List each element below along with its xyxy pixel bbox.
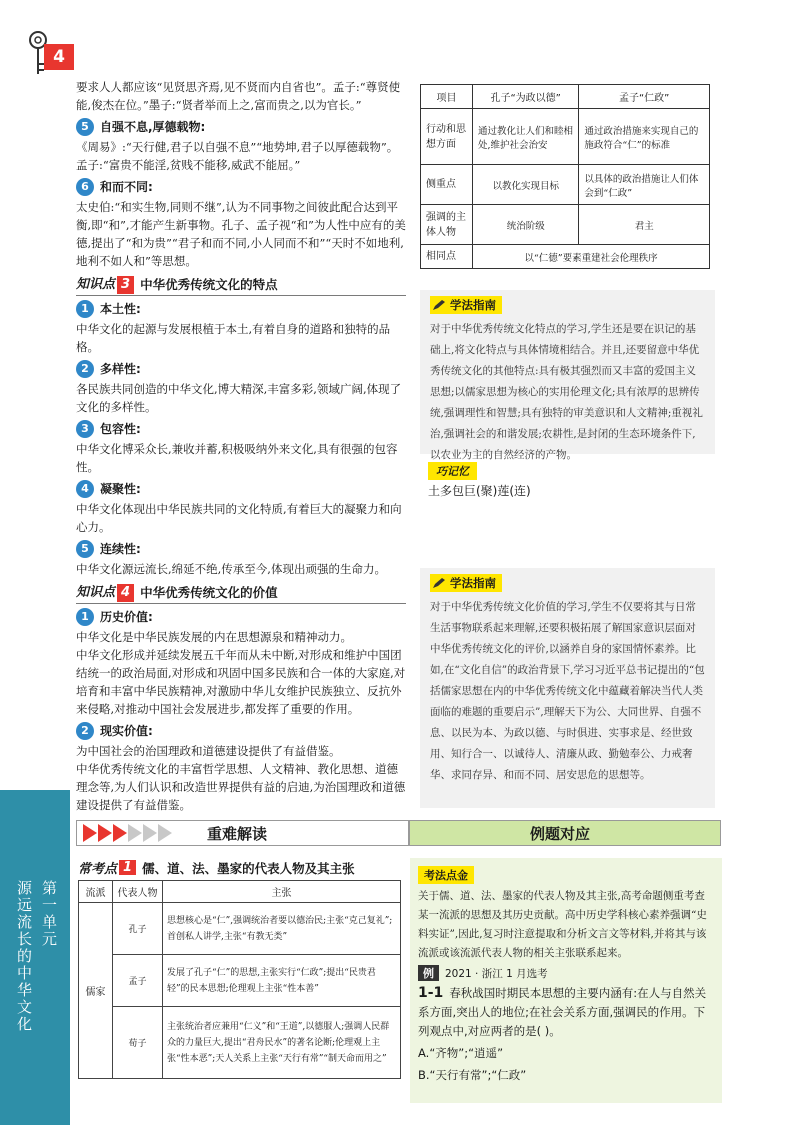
- table-cell: 以“仁德”要素重建社会伦理秩序: [473, 245, 710, 269]
- unit-title: 源远流长的中华文化: [15, 880, 33, 1033]
- arrow-icon: [98, 824, 112, 842]
- cz1-title: 儒、道、法、墨家的代表人物及其主张: [142, 860, 355, 876]
- number-badge: 3: [76, 420, 94, 438]
- pencil-icon: [432, 577, 446, 589]
- study-guide-label: 学法指南: [450, 298, 496, 312]
- table-header: 孔子“为政以德”: [473, 85, 579, 109]
- example-tag: 例: [418, 965, 439, 981]
- item5-title: 自强不息,厚德载物:: [100, 120, 206, 134]
- question: [418, 984, 714, 1041]
- item6-heading: [76, 178, 406, 196]
- table-header: 孟子“仁政”: [579, 85, 710, 109]
- section-banner: [76, 820, 721, 846]
- table-header: 主张: [163, 881, 401, 903]
- kp3-item-heading: [76, 540, 406, 558]
- right-column: [420, 84, 715, 269]
- page-number: 4: [44, 44, 74, 70]
- table-row: [79, 903, 401, 955]
- arrow-icon: [113, 824, 127, 842]
- study-guide-box: [420, 290, 715, 461]
- table-header: 项目: [421, 85, 473, 109]
- claim-cell: 发展了孔子“仁”的思想,主张实行“仁政”;提出“民贵君轻”的民本思想;伦理观上主张“性本善”: [163, 955, 401, 1007]
- kp3-item-heading: [76, 300, 406, 318]
- cz1-heading: [78, 858, 355, 877]
- table-row: [421, 165, 710, 205]
- person-cell: 孟子: [113, 955, 163, 1007]
- pencil-icon: [432, 299, 446, 311]
- kp3-item-text: 中华文化体现出中华民族共同的文化特质,有着巨大的凝聚力和向心力。: [76, 502, 402, 534]
- kp4-item-heading: [76, 608, 406, 626]
- kp3-item-heading: [76, 420, 406, 438]
- arrow-icon: [158, 824, 172, 842]
- number-badge: 2: [76, 722, 94, 740]
- banner-left-title: 重难解读: [207, 825, 268, 843]
- banner-right-title: 例题对应: [530, 825, 591, 843]
- cz-number: 1: [119, 860, 136, 875]
- table-row: [79, 1007, 401, 1079]
- number-badge: 2: [76, 360, 94, 378]
- kp3-title: 中华优秀传统文化的特点: [140, 277, 278, 292]
- number-badge: 1: [76, 608, 94, 626]
- table-cell: 统治阶级: [473, 205, 579, 245]
- number-badge: 1: [76, 300, 94, 318]
- example-source: 2021 · 浙江 1 月选考: [445, 967, 548, 980]
- kp4-item-title: 历史价值:: [100, 610, 153, 624]
- question-text: 春秋战国时期民本思想的主要内涵有:在人与自然关系方面,突出人的地位;在社会关系方面,强调民的作用。下列观点中,对应两者的是( )。: [418, 986, 707, 1038]
- arrow-icon: [143, 824, 157, 842]
- exam-box: [410, 858, 722, 1103]
- kp3-item-text: 各民族共同创造的中华文化,博大精深,丰富多彩,领域广阔,体现了文化的多样性。: [76, 382, 402, 414]
- kp3-item-title: 包容性:: [100, 422, 141, 436]
- kp3-item-text: 中华文化源远流长,绵延不绝,传承至今,体现出顽强的生命力。: [76, 562, 386, 576]
- row-label: 强调的主体人物: [421, 205, 473, 245]
- item5-heading: [76, 118, 406, 136]
- kp4-item-title: 现实价值:: [100, 724, 153, 738]
- study-guide-box: [420, 568, 715, 808]
- number-badge: 6: [76, 178, 94, 196]
- table-row: [421, 245, 710, 269]
- row-label: 相同点: [421, 245, 473, 269]
- kp-number: 4: [117, 584, 134, 602]
- item5-text: 《周易》:“天行健,君子以自强不息”“地势坤,君子以厚德载物”。孟子:“富贵不能淫,贫贱不能移,威武不能屈。”: [76, 140, 399, 172]
- kp-label: 知识点: [76, 585, 116, 600]
- study-guide-text: 对于中华优秀传统文化特点的学习,学生还是要在识记的基础上,将文化特点与具体情境相结合。并且,还要留意中华优秀传统文化的其他特点:具有极其强烈而又丰富的爱国主义思想;以儒家思想为核心的实用伦理文化;具有浓厚的思辨传统,强调理性和智慧;具有独特的审美意识和人文精神;重视礼治,强调社会的和谐发展;农耕性,是封闭的生态环境条件下,以农业为主的自然经济的产物。: [430, 323, 703, 461]
- compare-table: [420, 84, 710, 269]
- claim-cell: 思想核心是“仁”,强调统治者要以德治民;主张“克己复礼”;首创私人讲学,主张“有教无类”: [163, 903, 401, 955]
- study-guide-text: 对于中华优秀传统文化价值的学习,学生不仅要将其与日常生活事物联系起来理解,还要积极拓展了解国家意识层面对中华优秀传统文化的评价,以涵养自身的家国情怀素养。比如,在“文化自信”的政治背景下,学习习近平总书记提出的“包括儒家思想在内的中华优秀传统文化中蕴藏着解决当代人类面临的难题的重要启示”,理解天下为公、大同世界、自强不息、以民为本、为政以德、与时俱进、实事求是、经世致用、知行合一、以诚待人、清廉从政、勤勉奉公、力戒奢华、求同存异、和而不同、居安思危的思想等。: [430, 601, 705, 781]
- example-row: [418, 965, 714, 981]
- kp3-heading: [76, 276, 406, 296]
- table-row: [79, 955, 401, 1007]
- representatives-table: [78, 880, 401, 1079]
- number-badge: 4: [76, 480, 94, 498]
- progress-arrows: [83, 824, 173, 842]
- kp4-heading: [76, 584, 406, 604]
- memo-tag: 巧记忆: [428, 462, 477, 480]
- item6-text: 太史伯:“和实生物,同则不继”,认为不同事物之间彼此配合达到平衡,即“和”,才能产生新事物。孔子、孟子视“和”为人性中应有的美德,提出了“和为贵”“君子和而不同,小人同而不和”“天时不如地利,地利不如人和”等思想。: [76, 200, 406, 268]
- kp3-item-title: 凝聚性:: [100, 482, 141, 496]
- table-row: [421, 205, 710, 245]
- table-cell: 通过政治措施来实现自己的施政符合“仁”的标准: [579, 109, 710, 165]
- table-header: 代表人物: [113, 881, 163, 903]
- table-cell: 以具体的政治措施让人们体会到“仁政”: [579, 165, 710, 205]
- kp3-item-title: 本土性:: [100, 302, 141, 316]
- question-number: 1-1: [418, 985, 444, 1001]
- option-b: B.“天行有常”;“仁政”: [418, 1068, 527, 1082]
- unit-label: 第一单元: [40, 880, 58, 948]
- study-guide-label: 学法指南: [450, 576, 496, 590]
- exam-tag: 考法点金: [418, 866, 474, 884]
- table-cell: 以教化实现目标: [473, 165, 579, 205]
- option-a: A.“齐物”;“逍遥”: [418, 1046, 504, 1060]
- row-label: 侧重点: [421, 165, 473, 205]
- study-guide-tag: [430, 296, 502, 314]
- kp4-item-text: 中华文化是中华民族发展的内在思想源泉和精神动力。 中华文化形成并延续发展五千年而从未中断,对形成和维护中国团结统一的政治局面,对形成和巩固中国多民族和合一体的大家庭,对培育和丰富中华民族精神,对激励中华儿女维护民族独立、反抗外来侵略,对推动中国社会发展进步,都发挥了重要的作用。: [76, 630, 406, 716]
- intro-text: 要求人人都应该“见贤思齐焉,见不贤而内自省也”。孟子:“尊贤使能,俊杰在位。”墨子:“贤者举而上之,富而贵之,以为官长。”: [76, 80, 401, 112]
- kp3-item-heading: [76, 360, 406, 378]
- banner-left: [76, 820, 409, 846]
- kp4-title: 中华优秀传统文化的价值: [140, 585, 278, 600]
- kp3-item-text: 中华文化博采众长,兼收并蓄,积极吸纳外来文化,具有很强的包容性。: [76, 442, 398, 474]
- arrow-icon: [128, 824, 142, 842]
- table-row: [421, 109, 710, 165]
- row-label: 行动和思想方面: [421, 109, 473, 165]
- kp3-item-text: 中华文化的起源与发展根植于本土,有着自身的道路和独特的品格。: [76, 322, 391, 354]
- kp4-item-text: 为中国社会的治国理政和道德建设提供了有益借鉴。 中华优秀传统文化的丰富哲学思想、人文精神、教化思想、道德理念等,为人们认识和改造世界提供有益的启迪,为治国理政和道德建设提供了有益借鉴。: [76, 744, 406, 812]
- table-cell: 君主: [579, 205, 710, 245]
- number-badge: 5: [76, 540, 94, 558]
- exam-text: 关于儒、道、法、墨家的代表人物及其主张,高考命题侧重考查某一流派的思想及其历史贡献。高中历史学科核心素养强调“史料实证”,因此,复习时注意提取和分析文言文等材料,并将其与该流派或该流派代表人物的相关主张联系起来。: [418, 890, 707, 959]
- item6-title: 和而不同:: [100, 180, 153, 194]
- table-cell: 通过教化让人们和睦相处,维护社会治安: [473, 109, 579, 165]
- kp3-item-title: 连续性:: [100, 542, 141, 556]
- school-cell: 儒家: [79, 903, 113, 1079]
- claim-cell: 主张统治者应兼用“仁义”和“王道”,以德服人;强调人民群众的力量巨大,提出“君舟民水”的著名论断;伦理观上主张“性本恶”;天人关系上主张“天行有常”“制天命而用之”: [163, 1007, 401, 1079]
- table-header: 流派: [79, 881, 113, 903]
- kp3-item-title: 多样性:: [100, 362, 141, 376]
- kp3-items: [76, 300, 406, 578]
- arrow-icon: [83, 824, 97, 842]
- kp3-item-heading: [76, 480, 406, 498]
- kp-label: 知识点: [76, 277, 116, 292]
- person-cell: 孔子: [113, 903, 163, 955]
- kp-number: 3: [117, 276, 134, 294]
- cz-label: 常考点: [78, 862, 118, 877]
- banner-right: [409, 820, 721, 846]
- study-guide-tag: [430, 574, 502, 592]
- left-column: [76, 78, 406, 815]
- kp4-item-heading: [76, 722, 406, 740]
- memo-text: 土多包巨(聚)莲(连): [428, 484, 531, 498]
- person-cell: 荀子: [113, 1007, 163, 1079]
- number-badge: 5: [76, 118, 94, 136]
- unit-sidebar-text: [12, 880, 58, 1033]
